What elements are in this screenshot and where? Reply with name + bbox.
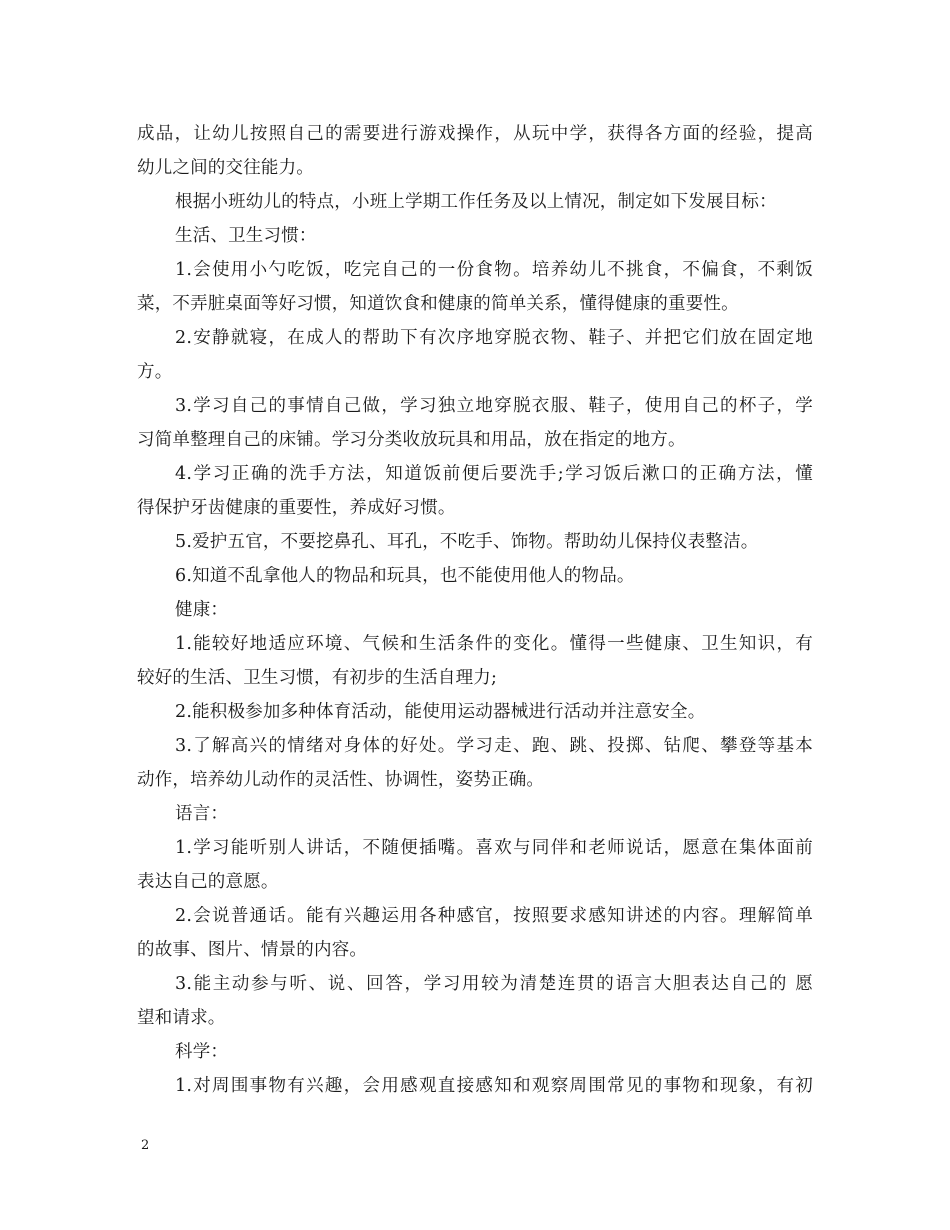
section-heading: 语言： [175,804,229,824]
list-item-line: 5.爱护五官，不要挖鼻孔、耳孔，不吃手、饰物。帮助幼儿保持仪表整洁。 [175,532,759,552]
list-item-line: 3.能主动参与听、说、回答，学习用较为清楚连贯的语言大胆表达自己的 愿 [175,974,813,994]
paragraph-line: 成品，让幼儿按照自己的需要进行游戏操作，从玩中学，获得各方面的经验，提高 [137,124,813,144]
list-item-line: 2.安静就寝，在成人的帮助下有次序地穿脱衣物、鞋子、并把它们放在固定地 [175,328,813,348]
section-heading: 生活、卫生习惯： [175,226,317,246]
list-item-line: 望和请求。 [137,1008,226,1028]
list-item-line: 1.学习能听别人讲话，不随便插嘴。喜欢与同伴和老师说话，愿意在集体面前 [175,838,813,858]
list-item-line: 习简单整理自己的床铺。学习分类收放玩具和用品，放在指定的地方。 [137,430,686,450]
list-item-line: 3.了解高兴的情绪对身体的好处。学习走、跑、跳、投掷、钻爬、攀登等基本 [175,736,813,756]
section-heading: 健康： [175,600,229,620]
list-item-line: 1.对周围事物有兴趣，会用感观直接感知和观察周围常见的事物和现象，有初 [175,1076,813,1096]
section-heading: 科学： [175,1042,229,1062]
list-item-line: 的故事、图片、情景的内容。 [137,940,368,960]
paragraph-line: 幼儿之间的交往能力。 [137,158,314,178]
list-item-line: 方。 [137,362,173,382]
list-item-line: 动作，培养幼儿动作的灵活性、协调性，姿势正确。 [137,770,545,790]
list-item-line: 6.知道不乱拿他人的物品和玩具，也不能使用他人的物品。 [175,566,635,586]
paragraph-line: 根据小班幼儿的特点，小班上学期工作任务及以上情况，制定如下发展目标： [175,192,777,212]
list-item-line: 得保护牙齿健康的重要性，养成好习惯。 [137,498,456,518]
list-item-line: 菜，不弄脏桌面等好习惯，知道饮食和健康的简单关系，懂得健康的重要性。 [137,294,739,314]
list-item-line: 1.会使用小勺吃饭，吃完自己的一份食物。培养幼儿不挑食，不偏食，不剩饭 [175,260,813,280]
list-item-line: 较好的生活、卫生习惯，有初步的生活自理力; [137,668,498,688]
list-item-line: 3.学习自己的事情自己做，学习独立地穿脱衣服、鞋子，使用自己的杯子，学 [175,396,813,416]
list-item-line: 2.会说普通话。能有兴趣运用各种感官，按照要求感知讲述的内容。理解简单 [175,906,813,926]
list-item-line: 2.能积极参加多种体育活动，能使用运动器械进行活动并注意安全。 [175,702,706,722]
list-item-line: 4.学习正确的洗手方法，知道饭前便后要洗手;学习饭后漱口的正确方法，懂 [175,464,813,484]
page-number: 2 [141,1138,150,1153]
list-item-line: 表达自己的意愿。 [137,872,279,892]
list-item-line: 1.能较好地适应环境、气候和生活条件的变化。懂得一些健康、卫生知识，有 [175,634,813,654]
